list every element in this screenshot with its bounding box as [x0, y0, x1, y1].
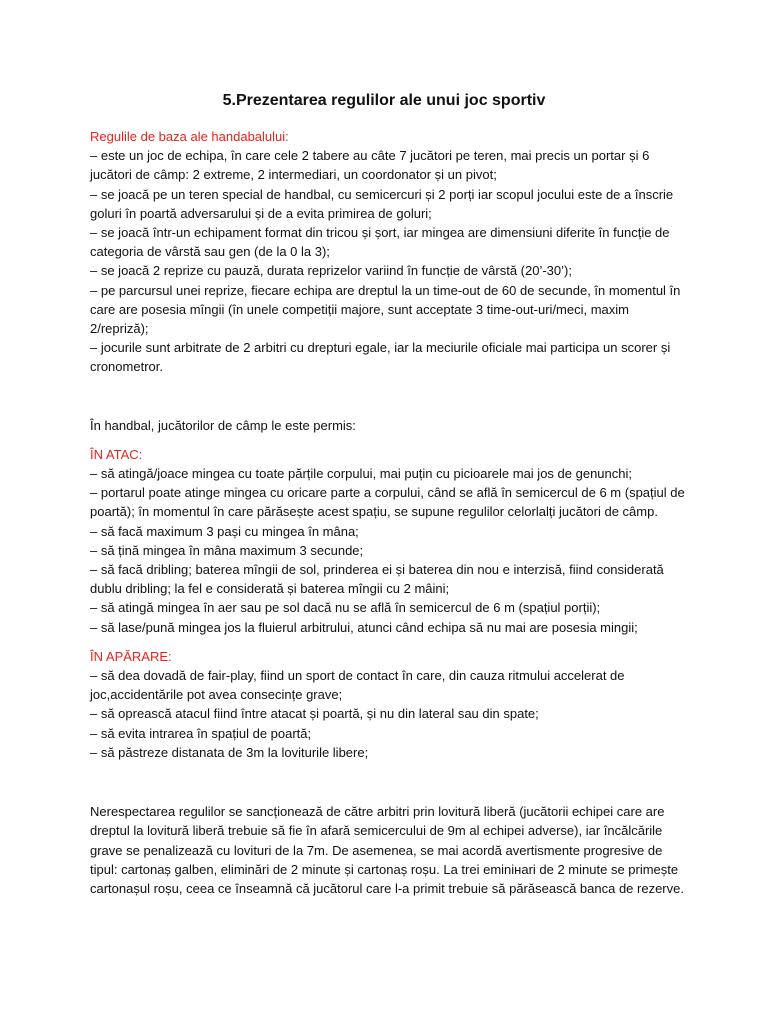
page-title: 5.Prezentarea regulilor ale unui joc sportiv	[222, 92, 546, 109]
defense-rules-list	[90, 666, 690, 762]
rule-line: – pe parcursul unei reprize, fiecare echipa are dreptul la un time-out de 60 de secunde, în momentul în care are posesia mîngii (în unele competiții majore, sunt acceptate 3 time-out-uri/meci, maxim 2/repriză);	[90, 282, 681, 337]
attack-line: – să facă dribling; baterea mîngii de sol, prinderea ei și baterea din nou e interzisă, fiind considerată dublu dribling; la fel e considerată și baterea mîngii cu 2 mâini;	[90, 562, 664, 597]
attack-line: – să facă maximum 3 pași cu mingea în mâna;	[90, 523, 359, 539]
defense-line: – să păstreze distanata de 3m la loviturile libere;	[90, 744, 369, 760]
attack-line: – portarul poate atinge mingea cu oricare parte a corpului, când se află în semicercul de 6 m (spațiul de poartă); în momentul în care părăsește acest spațiu, se supune regulilor celorlalți jucători de câmp.	[90, 485, 685, 520]
rule-line: – se joacă 2 reprize cu pauză, durata reprizelor variind în funcție de vârstă (20’-30’);	[90, 263, 572, 279]
rule-line: – jocurile sunt arbitrate de 2 arbitri cu drepturi egale, iar la meciurile oficiale mai participa un scorer și cronometror.	[90, 340, 671, 375]
rule-line: – se joacă pe un teren special de handbal, cu semicercuri și 2 porți iar scopul jocului este de a înscrie goluri în poartă adversarului și de a evita primirea de goluri;	[90, 186, 674, 221]
rule-line: – este un joc de echipa, în care cele 2 tabere au câte 7 jucători pe teren, mai precis un portar și 6 jucători de câmp: 2 extreme, 2 intermediari, un coordonator și un pivot;	[90, 148, 650, 183]
spacer	[90, 377, 690, 416]
basic-rules-list	[90, 146, 690, 376]
section-heading-attack: ÎN ATAC:	[90, 446, 143, 462]
attack-rules-list	[90, 464, 690, 637]
attack-line: – să lase/pună mingea jos la fluierul arbitrului, atunci când echipa să nu mai are posesia mingii;	[90, 619, 638, 635]
spacer	[90, 435, 690, 445]
defense-line: – să evita intrarea în spațiul de poartă;	[90, 725, 312, 741]
spacer	[90, 637, 690, 647]
attack-line: – să atingă mingea în aer sau pe sol dacă nu se află în semicercul de 6 m (spațiul porții);	[90, 600, 601, 616]
attack-line: – să țină mingea în mâna maximum 3 secunde;	[90, 542, 364, 558]
section-heading-basic-rules: Regulile de baza ale handabalului:	[90, 129, 289, 144]
spacer	[90, 762, 690, 802]
section-heading-defense: ÎN APĂRARE:	[90, 648, 172, 664]
closing-paragraph: Nerespectarea regulilor se sancționează de către arbitri prin lovitură liberă (jucătorii echipei care are dreptul la lovitură liberă trebuie să fie în afară semicercului de 9m al echipei adverse), iar încălcările grave se penalizează cu lovituri de la 7m. De asemenea, se mai acordă avertismente progresive de tipul: cartonaș galben, eliminări de 2 minute și cartonaș roșu. La trei eminінari de 2 minute se primește cartonașul roșu, ceea ce înseamnă că jucătorul care l-a primit trebuie să părăsească banca de rezerve.	[90, 804, 684, 896]
document-body	[90, 127, 690, 898]
defense-line: – să oprească atacul fiind între atacat și poartă, și nu din lateral sau din spate;	[90, 706, 539, 722]
intro-paragraph: În handbal, jucătorilor de câmp le este permis:	[90, 417, 356, 433]
rule-line: – se joacă într-un echipament format din tricou și șort, iar mingea are dimensiuni diferite în funcție de categoria de vârstă sau gen (de la 0 la 3);	[90, 225, 670, 260]
attack-line: – să atingă/joace mingea cu toate părțile corpului, mai puțin cu picioarele mai jos de genunchi;	[90, 466, 632, 482]
defense-line: – să dea dovadă de fair-play, fiind un sport de contact în care, din cauza ritmului accelerat de joc,accidentările pot avea consecințe grave;	[90, 668, 625, 703]
